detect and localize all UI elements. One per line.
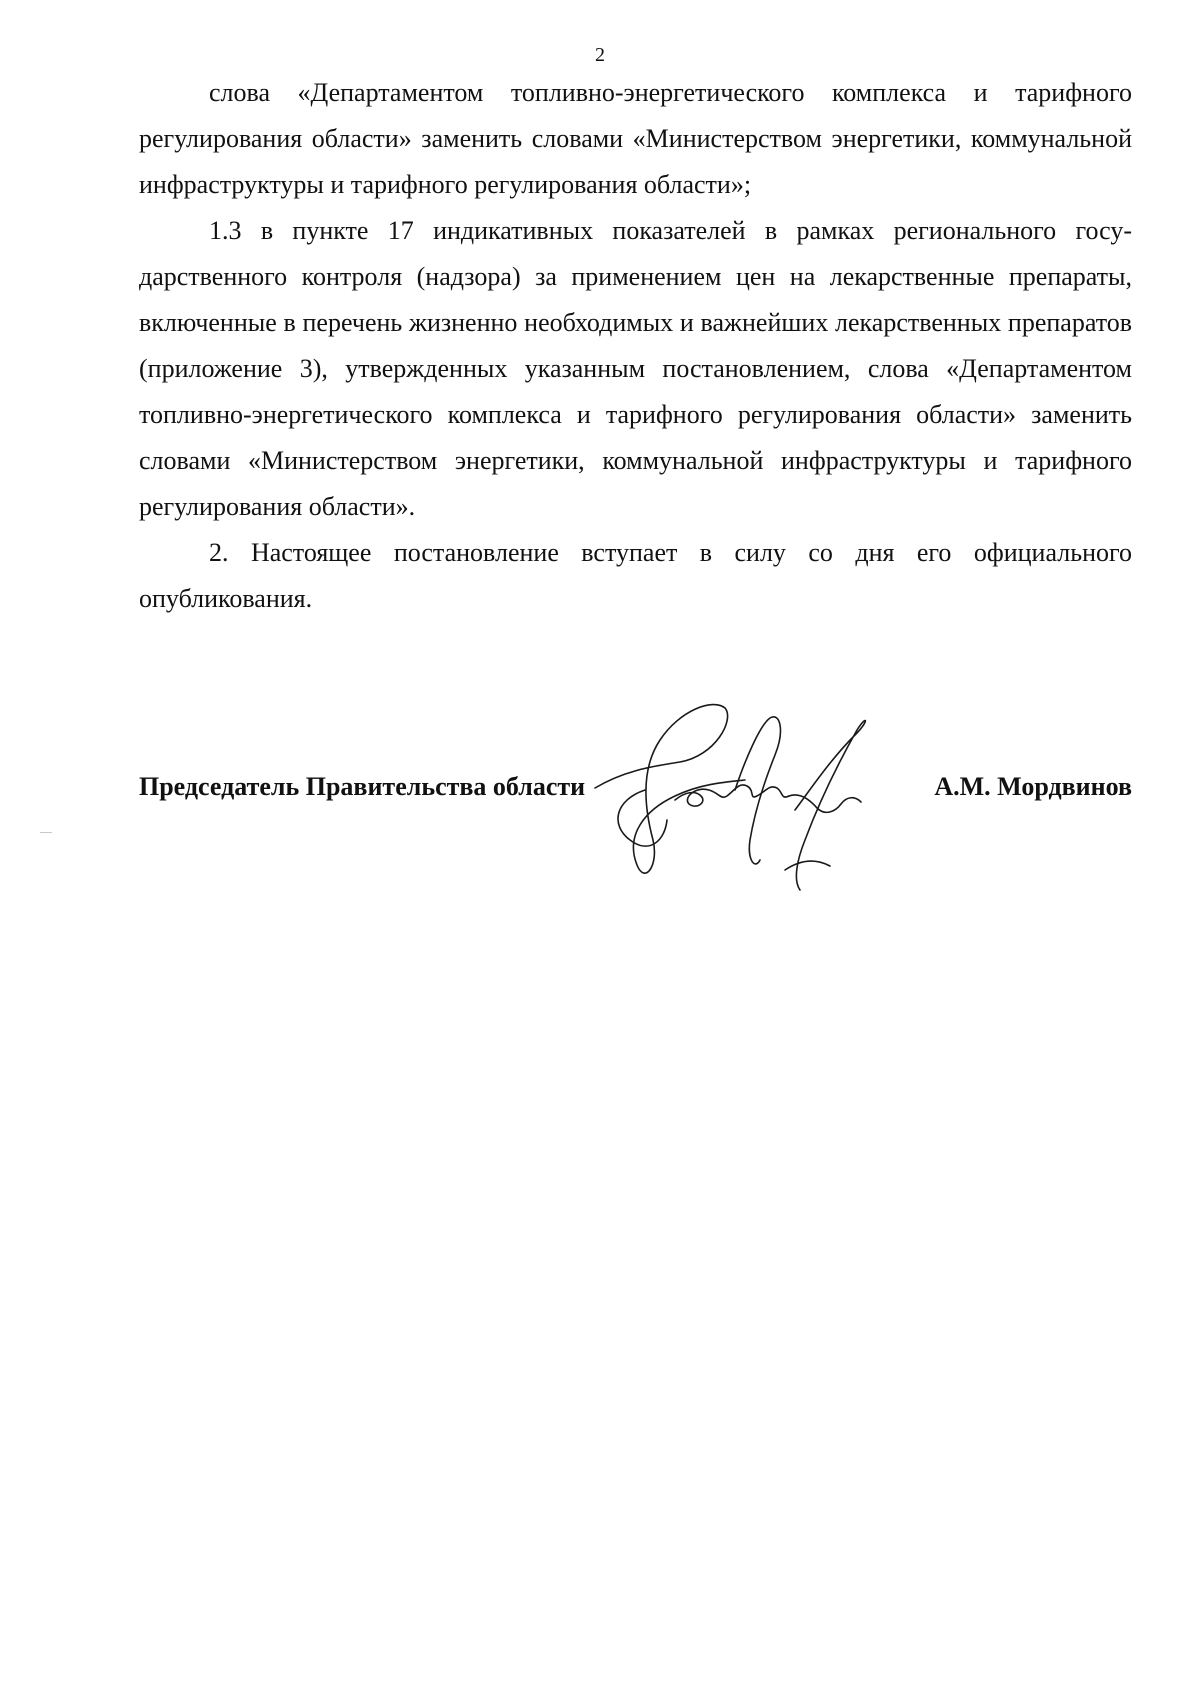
paragraph-1: слова «Департаментом топливно-энергетического комплекса и тарифного регулирования области» заменить словами «Министерством энергетики, коммунальной инфраструктуры и тарифного регулирования области»;	[139, 78, 1132, 199]
paragraph-2: 1.3 в пункте 17 индикативных показателей в рамках регионального государственного контроля (надзора) за применением цен на лекарственные препараты, включенные в перечень жизненно необходимых и важнейших лекарственных препаратов (приложение 3), утвержденных указанным постановлением, слова «Департаментом топливно-энергетического комплекса и тарифного регулирования области» заменить словами «Министерством энергетики, коммунальной инфраструктуры и тарифного регулирования области».	[139, 216, 1132, 521]
page-number: 2	[595, 44, 605, 66]
document-body	[139, 70, 1132, 622]
signatory-title: Председатель Правительства области	[139, 772, 586, 801]
signatory-name: А.М. Мордвинов	[934, 772, 1132, 801]
scan-margin-mark	[40, 832, 52, 833]
paragraph-3: 2. Настоящее постановление вступает в силу со дня его официального опубликования.	[139, 538, 1132, 613]
handwritten-signature	[585, 700, 945, 910]
